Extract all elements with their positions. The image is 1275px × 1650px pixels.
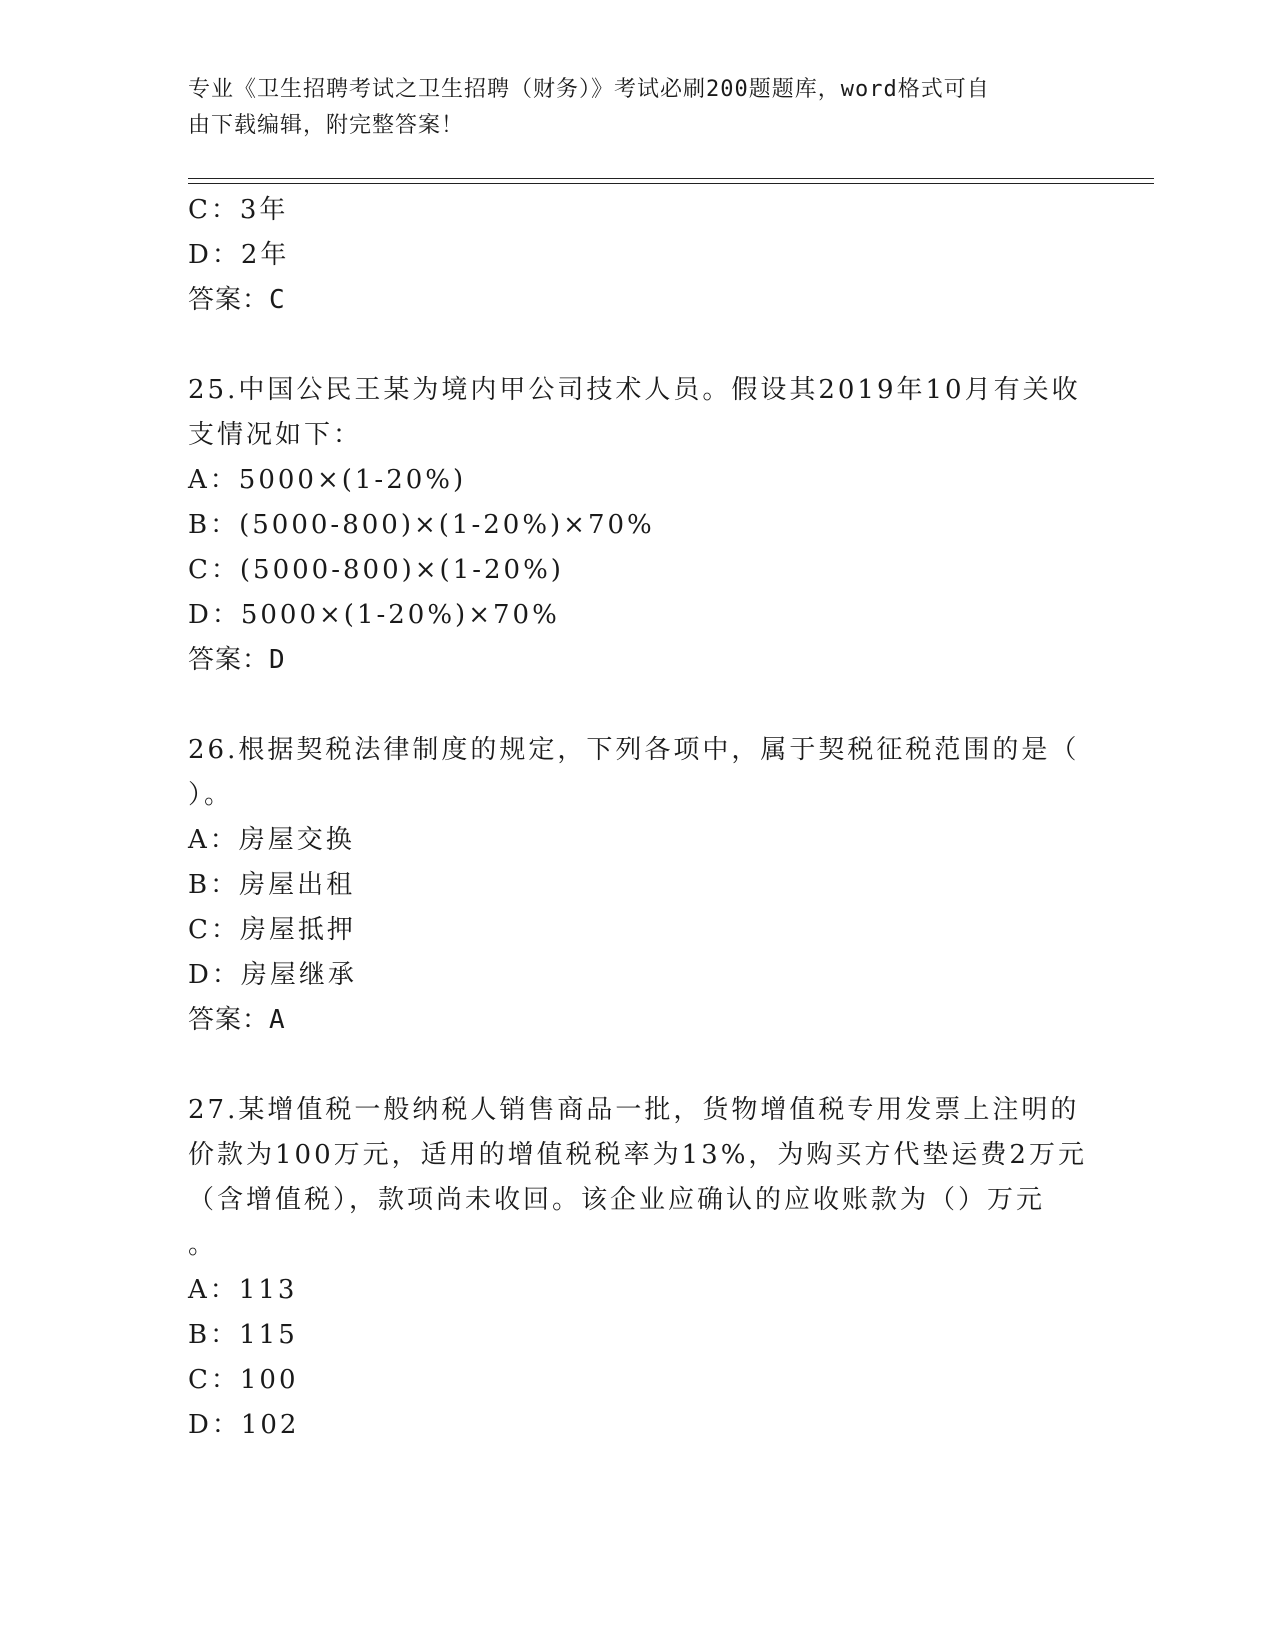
q25-option-c: C：(5000-800)×(1-20%) — [188, 555, 564, 585]
header-divider-top — [188, 178, 1154, 179]
q25-option-b: B：(5000-800)×(1-20%)×70% — [188, 510, 655, 540]
header-line-2: 由下载编辑，附完整答案！ — [188, 113, 465, 138]
q26-option-b: B：房屋出租 — [188, 870, 356, 900]
q26-option-d: D：房屋继承 — [188, 960, 357, 990]
prev-option-c: C：3年 — [188, 195, 289, 225]
q26-option-a: A：房屋交换 — [188, 825, 355, 855]
document-header — [188, 72, 1068, 144]
header-divider-bottom — [188, 183, 1154, 184]
q25-option-a: A：5000×(1-20%) — [188, 465, 467, 495]
q25-stem-line-1: 25.中国公民王某为境内甲公司技术人员。假设其2019年10月有关收 — [188, 375, 1081, 405]
prev-answer: 答案：C — [188, 285, 286, 315]
q27-stem-line-2: 价款为100万元，适用的增值税税率为13%，为购买方代垫运费2万元 — [188, 1140, 1087, 1170]
q27-option-b: B：115 — [188, 1320, 298, 1350]
q25-stem-line-2: 支情况如下： — [188, 420, 363, 450]
q26-stem-line-1: 26.根据契税法律制度的规定，下列各项中，属于契税征税范围的是（ — [188, 735, 1080, 765]
q26-answer: 答案：A — [188, 1005, 286, 1035]
q25-option-d: D：5000×(1-20%)×70% — [188, 600, 560, 630]
q27-stem-line-4: 。 — [188, 1230, 218, 1260]
q27-option-a: A：113 — [188, 1275, 298, 1305]
q26-option-c: C：房屋抵押 — [188, 915, 356, 945]
q27-stem-line-3: （含增值税），款项尚未收回。该企业应确认的应收账款为（）万元 — [188, 1185, 1046, 1215]
q25-answer: 答案：D — [188, 645, 286, 675]
q27-option-d: D：102 — [188, 1410, 300, 1440]
q27-option-c: C：100 — [188, 1365, 299, 1395]
prev-option-d: D：2年 — [188, 240, 290, 270]
q27-stem-line-1: 27.某增值税一般纳税人销售商品一批，货物增值税专用发票上注明的 — [188, 1095, 1080, 1125]
q26-stem-line-2: ）。 — [188, 780, 234, 810]
header-line-1: 专业《卫生招聘考试之卫生招聘（财务）》考试必刷200题题库，word格式可自 — [188, 77, 990, 102]
